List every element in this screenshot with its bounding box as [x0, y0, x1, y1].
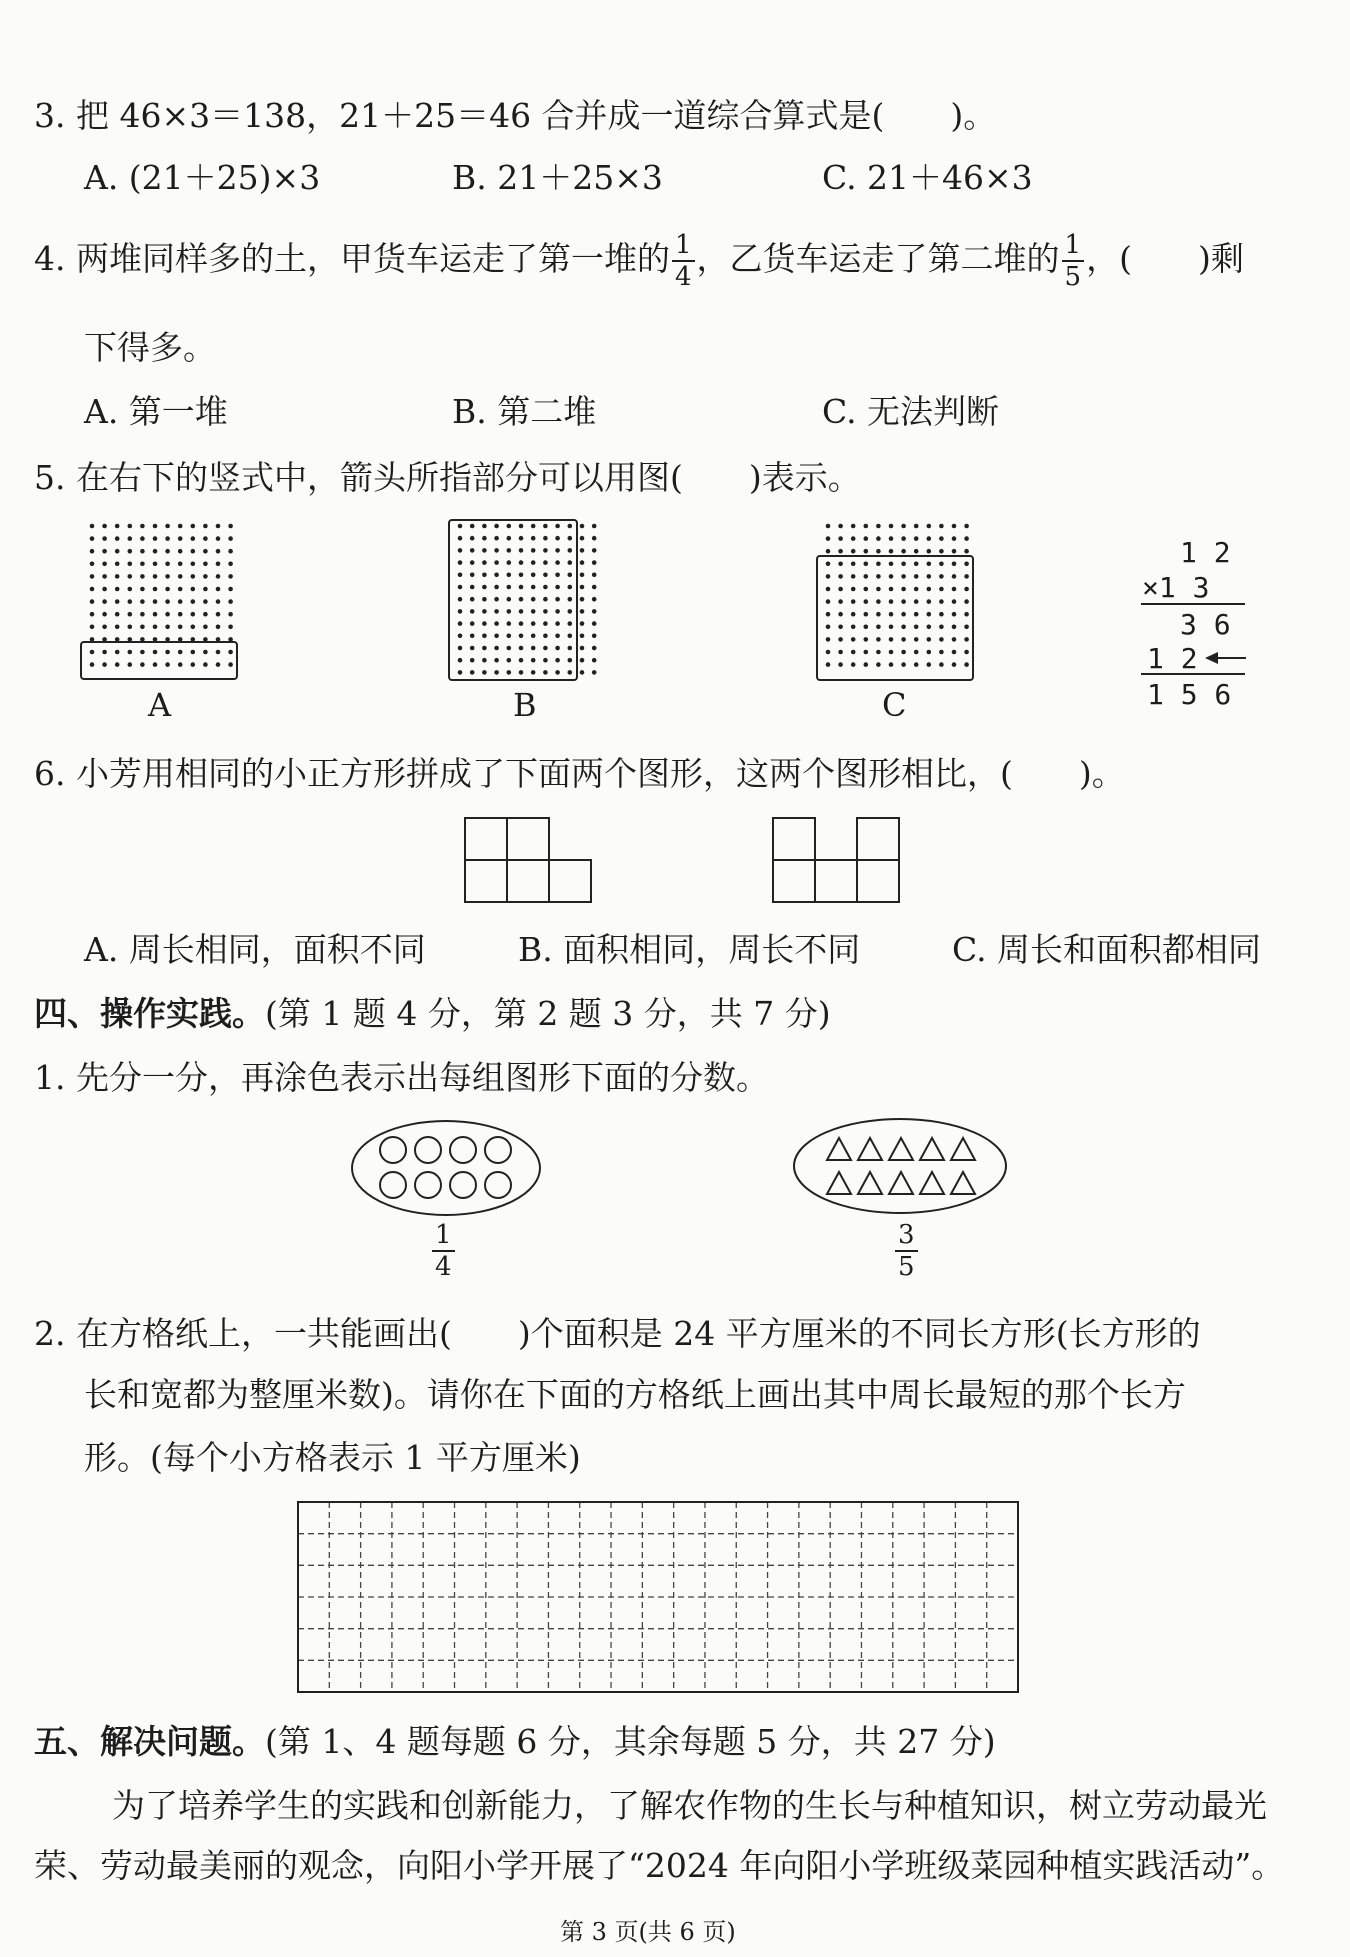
q6-stem: 6. 小芳用相同的小正方形拼成了下面两个图形，这两个图形相比，( )。 [34, 754, 1125, 793]
q3-option-b: B. 21＋25×3 [452, 158, 663, 197]
s4-q1-fraction-a-den: 4 [435, 1252, 452, 1282]
s4-q2-line1: 2. 在方格纸上，一共能画出( )个面积是 24 平方厘米的不同长方形(长方形的 [34, 1314, 1201, 1353]
q3-option-a: A. (21＋25)×3 [84, 158, 321, 197]
s4-q1-fraction-b-den: 5 [898, 1252, 915, 1282]
s4-q2-line3: 形。(每个小方格表示 1 平方厘米) [84, 1438, 581, 1477]
q5-vertical-row-5: 1 5 6 [1147, 678, 1232, 711]
q3-stem: 3. 把 46×3＝138，21＋25＝46 合并成一道综合算式是( )。 [34, 96, 997, 135]
q3-option-c: C. 21＋46×3 [822, 158, 1033, 197]
q6-option-b: B. 面积相同，周长不同 [518, 930, 861, 969]
q5-label-a: A [148, 686, 172, 724]
q4-fraction-2-denominator: 5 [1064, 262, 1082, 292]
q5-vertical-row-2: ×1 3 [1142, 571, 1210, 604]
section4-note: (第 1 题 4 分，第 2 题 3 分，共 7 分) [265, 994, 831, 1033]
q4-fraction-2-numerator: 1 [1062, 230, 1085, 262]
q4-text-3: ，( )剩 [1086, 239, 1244, 278]
q5-vertical-row-4: 1 2 [1147, 642, 1198, 675]
q5-label-b: B [513, 686, 537, 724]
section5-heading [34, 1722, 996, 1762]
section5-title: 五、解决问题。 [34, 1722, 265, 1761]
q4-text-2: ，乙货车运走了第二堆的 [696, 239, 1060, 278]
s4-q1-fraction-a-num: 1 [432, 1220, 455, 1252]
q5-vertical-row-3: 3 6 [1180, 608, 1231, 641]
s4-q2-line2: 长和宽都为整厘米数)。请你在下面的方格纸上画出其中周长最短的那个长方 [84, 1375, 1186, 1414]
s5-paragraph-line2: 荣、劳动最美丽的观念，向阳小学开展了“2024 年向阳小学班级菜园种植实践活动”。 [34, 1846, 1285, 1885]
page-footer: 第 3 页(共 6 页) [560, 1918, 736, 1946]
q4-option-a: A. 第一堆 [84, 392, 228, 431]
q4-option-b: B. 第二堆 [452, 392, 597, 431]
s4-q1-fraction-b-num: 3 [895, 1220, 918, 1252]
q5-label-c: C [882, 686, 907, 724]
section5-note: (第 1、4 题每题 6 分，其余每题 5 分，共 27 分) [265, 1722, 996, 1761]
s4-q1-stem: 1. 先分一分，再涂色表示出每组图形下面的分数。 [34, 1058, 769, 1097]
section4-title: 四、操作实践。 [34, 994, 265, 1033]
q5-vertical-row-1: 1 2 [1180, 536, 1231, 569]
q4-stem-line2: 下得多。 [84, 328, 216, 367]
s5-paragraph-line1: 为了培养学生的实践和创新能力，了解农作物的生长与种植知识，树立劳动最光 [112, 1786, 1267, 1825]
q6-option-c: C. 周长和面积都相同 [952, 930, 1262, 969]
q4-option-c: C. 无法判断 [822, 392, 1000, 431]
q4-text-1: 4. 两堆同样多的土，甲货车运走了第一堆的 [34, 239, 670, 278]
q6-option-a: A. 周长相同，面积不同 [84, 930, 426, 969]
q4-fraction-1-numerator: 1 [672, 230, 695, 262]
q4-fraction-1-denominator: 4 [674, 262, 692, 292]
q5-stem: 5. 在右下的竖式中，箭头所指部分可以用图( )表示。 [34, 458, 861, 497]
